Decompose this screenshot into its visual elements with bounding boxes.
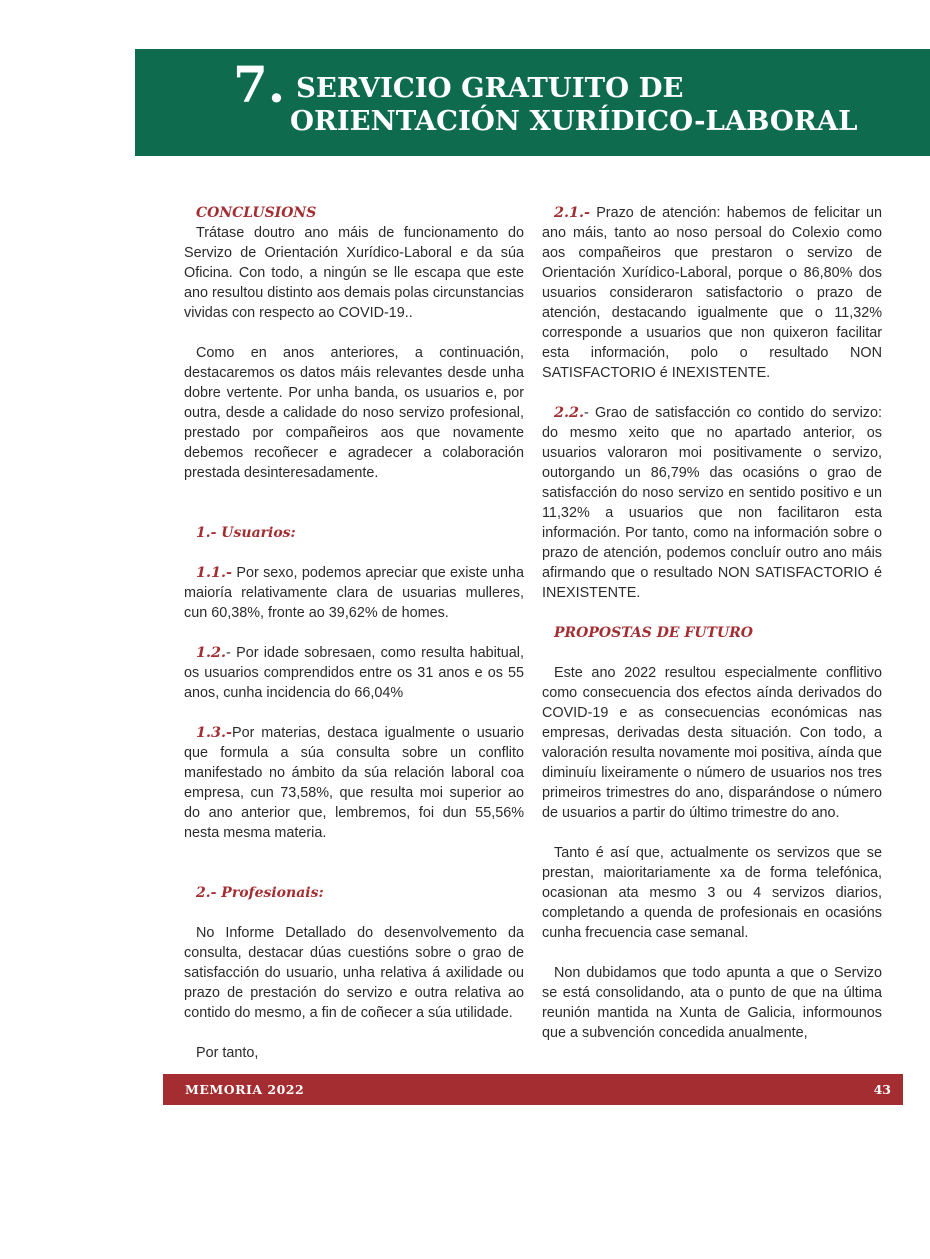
item-1-1: 1.1.- Por sexo, podemos apreciar que existe unha maioría relativamente clara de usuarias mulleres, cun 60,38%, fronte ao 39,62% de homes. [184, 564, 524, 621]
paragraph: Non dubidamos que todo apunta a que o Servizo se está consolidando, ata o punto de que na última reunión mantida na Xunta de Galicia, informounos que a subvención concedida anualmente, [542, 965, 882, 1041]
paragraph: Por tanto, [196, 1045, 259, 1061]
right-column [542, 203, 882, 1043]
paragraph: Como en anos anteriores, a continuación, destacaremos os datos máis relevantes desde unha dobre vertente. Por unha banda, os usuarios e, por outra, desde a calidade do noso servizo profesional, prestado por compañeiros aos que novamente debemos recoñecer e agradecer a colaboración prestada desinteresadamente. [184, 345, 524, 481]
item-2-2: 2.2.- Grao de satisfacción co contido do servizo: do mesmo xeito que no apartado anterior, os usuarios valoraron moi positivamente o servizo, outorgando un 86,79% das ocasións o grao de satisfacción do noso servizo en sentido positivo e un 11,32% a usuarios que non facilitaron esta información. Por tanto, como na información sobre o prazo de atención, podemos concluír outro ano máis afirmando que o resultado NON SATISFACTORIO é INEXISTENTE. [542, 404, 882, 601]
chapter-title-line-2: ORIENTACIÓN XURÍDICO-LABORAL [290, 105, 858, 137]
item-2-1: 2.1.- Prazo de atención: habemos de felicitar un ano máis, tanto ao noso persoal do Colexio como aos compañeiros que prestaron o servizo de Orientación Xurídico-Laboral, porque o 86,80% dos usuarios consideraron satisfactorio o prazo de atención, destacando igualmente que o 11,32% corresponde a usuarios que non quixeron facilitar esta información, polo o resultado NON SATISFACTORIO é INEXISTENTE. [542, 204, 882, 381]
item-1-3: 1.3.-Por materias, destaca igualmente o usuario que formula a súa consulta sobre un conflito manifestado no ámbito da súa relación laboral coa empresa, cun 73,58%, que resulta moi superior ao do ano anterior que, lembremos, foi dun 55,56% nesta mesma materia. [184, 724, 524, 841]
item-1-2: 1.2.- Por idade sobresaen, como resulta habitual, os usuarios comprendidos entre os 31 anos e os 55 anos, cunha incidencia do 66,04% [184, 644, 524, 701]
chapter-number: 7. [233, 55, 286, 114]
conclusions-heading: CONCLUSIONS [196, 205, 317, 221]
propostas-heading: PROPOSTAS DE FUTURO [554, 625, 753, 641]
page-number: 43 [873, 1082, 891, 1097]
chapter-title [290, 72, 857, 138]
footer-bar [163, 1074, 903, 1105]
paragraph: Trátase doutro ano máis de funcionamento do Servizo de Orientación Xurídico-Laboral e da súa Oficina. Con todo, a ningún se lle escapa que este ano resultou distinto aos demais polas circunstancias vividas con respecto ao COVID-19.. [184, 225, 524, 321]
left-column [184, 203, 524, 1063]
paragraph: Tanto é así que, actualmente os servizos que se prestan, maioritariamente xa de forma telefónica, ocasionan ata mesmo 3 ou 4 servizos diarios, completando a quenda de profesionais en ocasións cunha frecuencia case semanal. [542, 845, 882, 941]
paragraph: No Informe Detallado do desenvolvemento da consulta, destacar dúas cuestións sobre o grao de satisfacción do usuario, unha relativa á axilidade ou prazo de prestación do servizo e outra relativa ao contido do mesmo, a fin de coñecer a súa utilidade. [184, 925, 524, 1021]
usuarios-heading: 1.- Usuarios: [196, 525, 296, 541]
profesionais-heading: 2.- Profesionais: [196, 885, 324, 901]
paragraph: Este ano 2022 resultou especialmente conflitivo como consecuencia dos efectos aínda derivados do COVID-19 e as consecuencias económicas nas empresas, derivadas desta situación. Con todo, a valoración resulta novamente moi positiva, aínda que diminuíu lixeiramente o número de usuarios nos tres primeiros trimestres do ano, disparándose o número de usuarios a partir do último trimestre do ano. [542, 665, 882, 821]
chapter-title-line-1: SERVICIO GRATUITO DE [296, 72, 684, 104]
footer-title: MEMORIA 2022 [185, 1082, 305, 1097]
